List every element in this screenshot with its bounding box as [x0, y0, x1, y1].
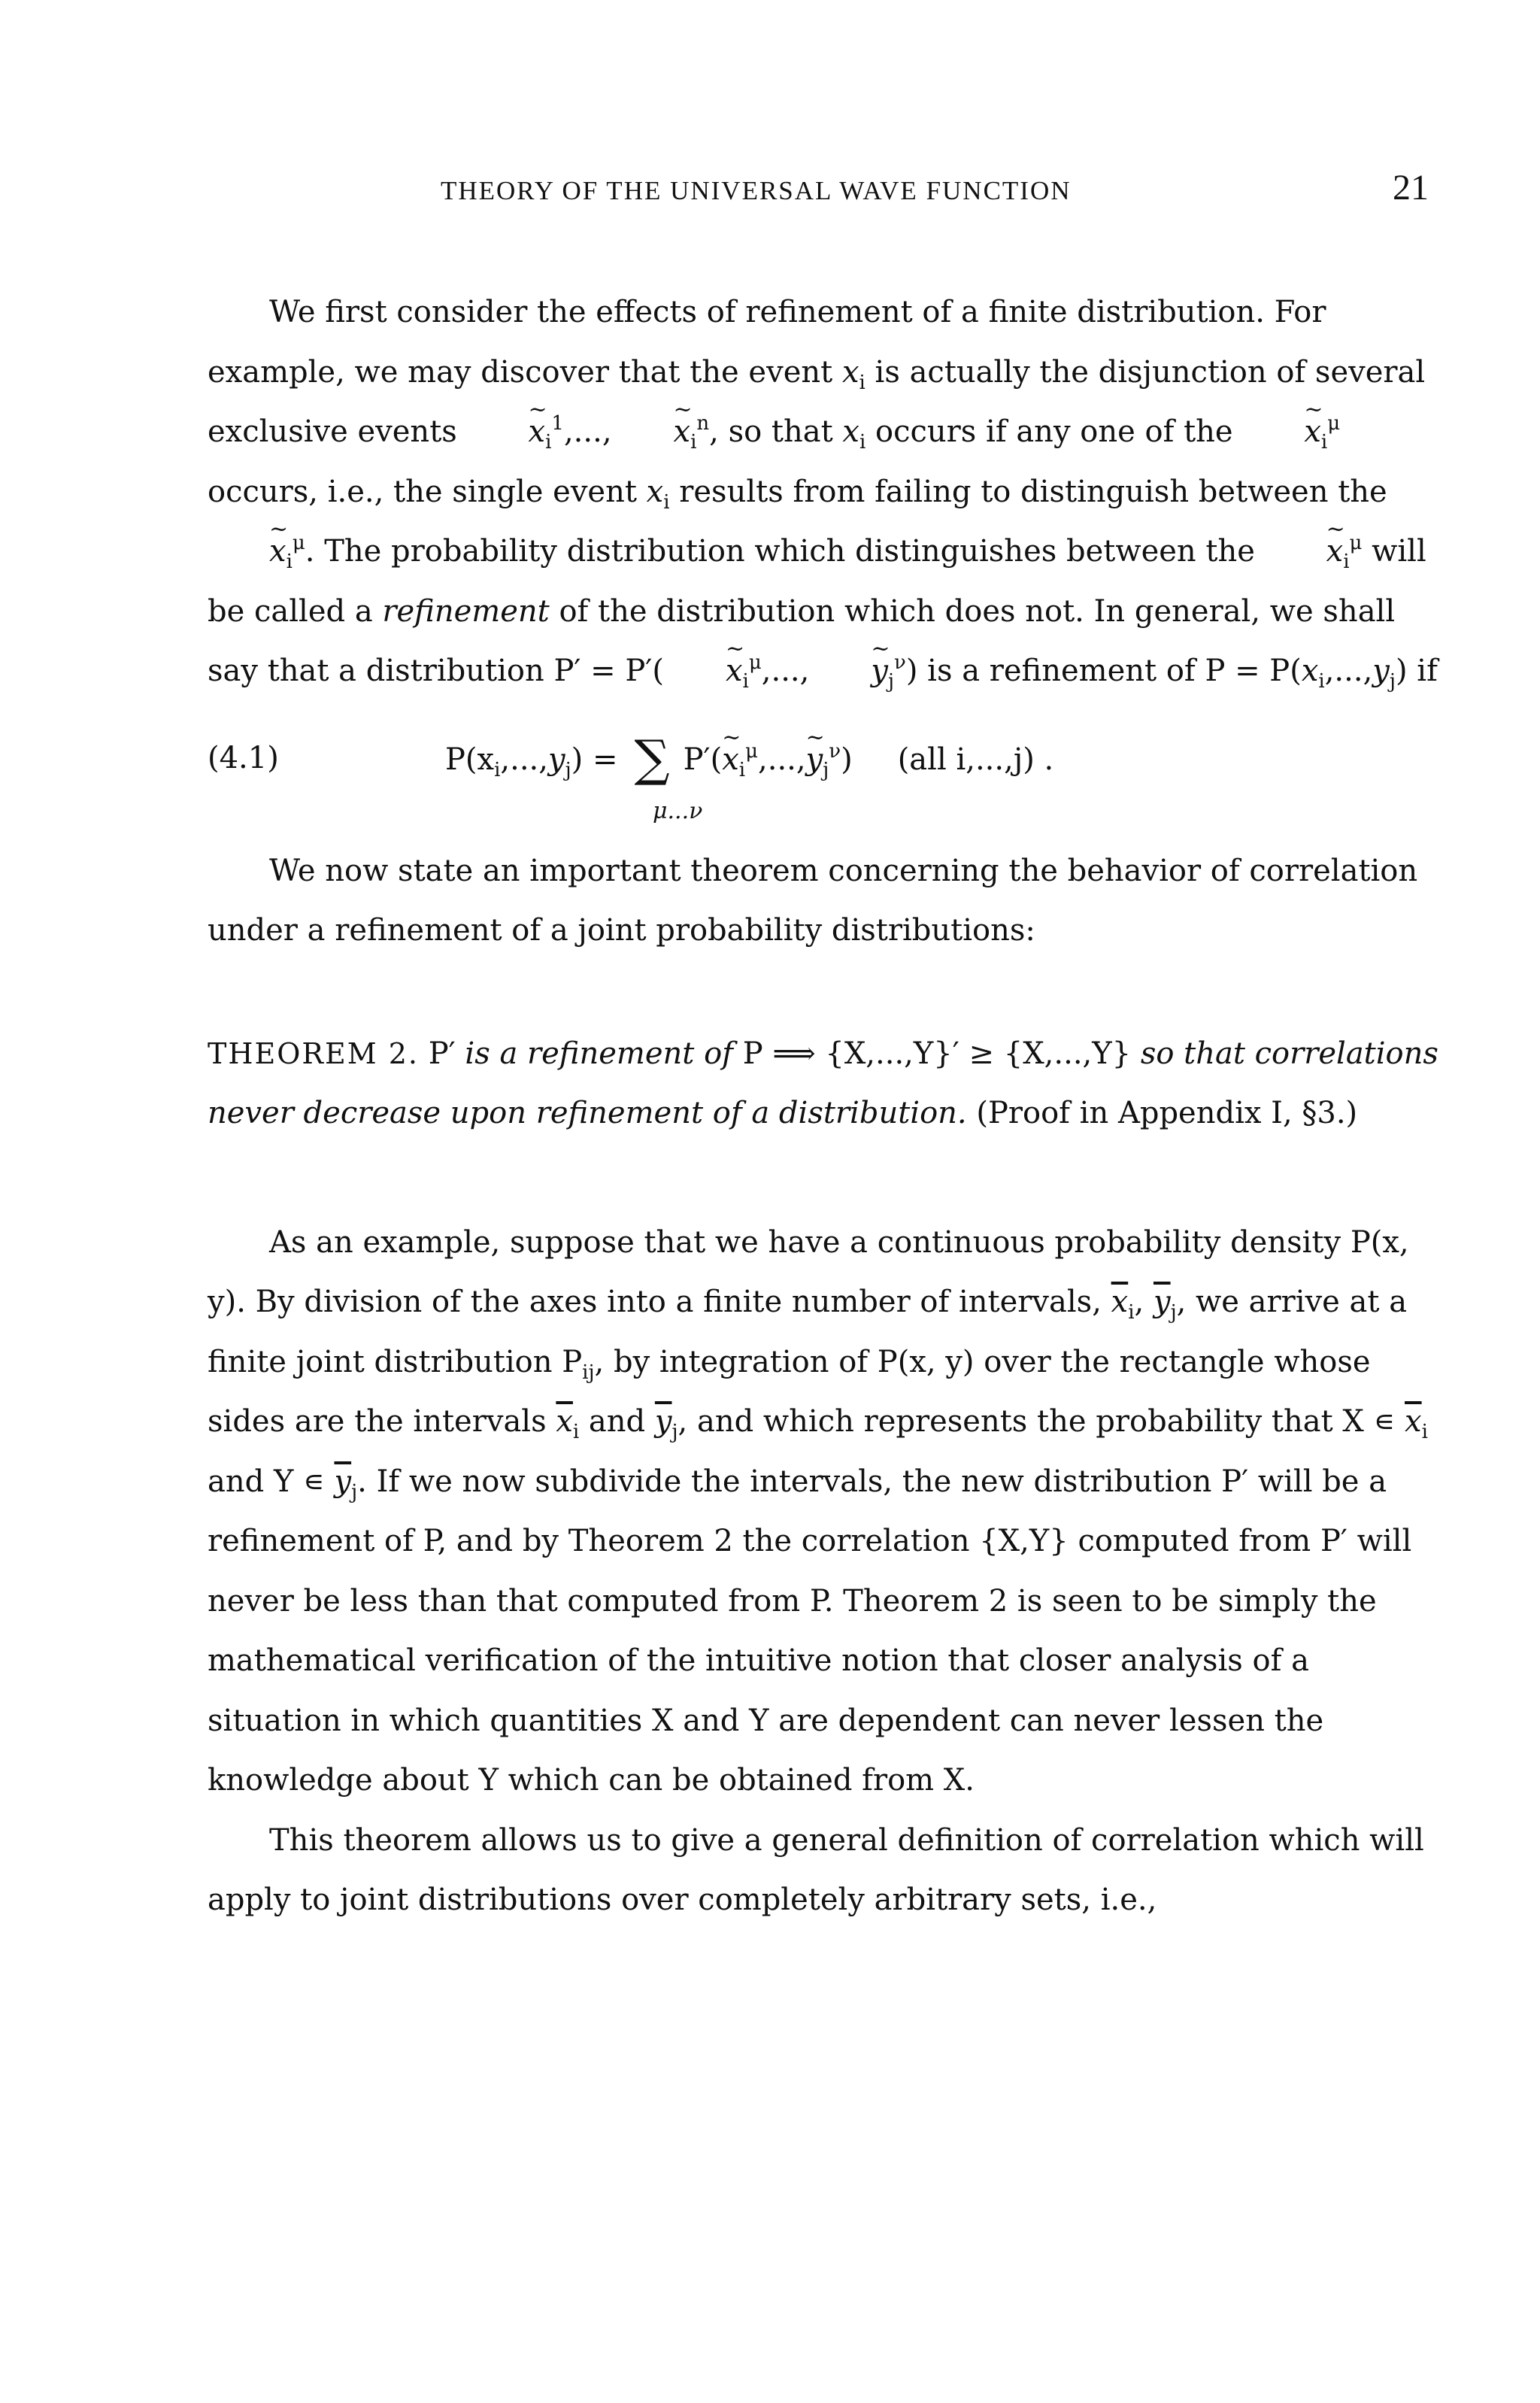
equation-condition: (all i,...,j) .: [897, 742, 1054, 777]
page-number: 21: [1393, 168, 1429, 208]
paragraph-example: As an example, suppose that we have a continuous probability density P(x, y). By division of the axes into a finite number of intervals, $\overline{x}_i$, $\overline{y}_j$, we arrive at a finite joint distribution $P_{ij}$, by integration of P(x, y) over the rectangle whose sides are the intervals $\overline{x}_i$ and $\overline{y}_j$, and which represents the probability that X ∊ $\overline{x}_i$ and Y ∊ $\overline{y}_j$. If we now subdivide the intervals, the new distribution P′ will be a refinement of P, and by Theorem 2 the correlation {X,Y} computed from P′ will never be less than that computed from P. Theorem 2 is seen to be simply the mathematical verification of the intuitive notion that closer analysis of a situation in which quantities X and Y are dependent can never lessen the knowledge about Y which can be obtained from X.: [208, 1224, 1428, 1798]
theorem-2: THEOREM 2. P′ is a refinement of P ⟹ {X,...,Y}′ ≥ {X,...,Y} so that correlations never decrease upon refinement of a distribution. (Proof in Appendix I, §3.): [208, 1036, 1438, 1130]
equation-number: (4.1): [208, 740, 279, 775]
running-header: [211, 167, 1429, 212]
equation-4-1: [208, 729, 1441, 842]
summation-sign: ∑: [634, 729, 670, 787]
summation-index: μ...ν: [653, 797, 703, 824]
page-body: [208, 283, 1441, 1931]
paragraph-general-definition: This theorem allows us to give a general definition of correlation which will apply to joint distributions over completely arbitrary sets, i.e.,: [208, 1822, 1424, 1917]
paragraph-theorem-intro: We now state an important theorem concerning the behavior of correlation under a refinement of a joint probability distributions:: [208, 853, 1418, 948]
paragraph-refinement-definition: We first consider the effects of refinement of a finite distribution. For example, we may discover that the event $x_i$ is actually the disjunction of several exclusive events ~ $x_i^1$,..., ~ $x_i^n$, so that $x_i$ occurs if any one of the ~ $x_i^\mu$ occurs, i.e., the single event $x_i$ results from failing to distinguish between the ~ $x_i^\mu$. The probability distribution which distinguishes between the ~ $x_i^\mu$ will be called a refinement of the distribution which does not. In general, we shall say that a distribution P′ = P′( ~ $x_i^\mu$,..., ~ $y_j^\nu$) is a refinement of $P = P(x_i,...,y_j)$ if: [208, 283, 1441, 702]
equation-body: $P(x_i,...,y_j)$ = ∑ P′(~ $x_i^\mu,...,\sim$ $y_j^\nu$) (all i,...,j) .: [445, 729, 1053, 790]
running-title: THEORY OF THE UNIVERSAL WAVE FUNCTION: [441, 176, 1072, 205]
theorem-label: THEOREM 2.: [208, 1036, 419, 1070]
